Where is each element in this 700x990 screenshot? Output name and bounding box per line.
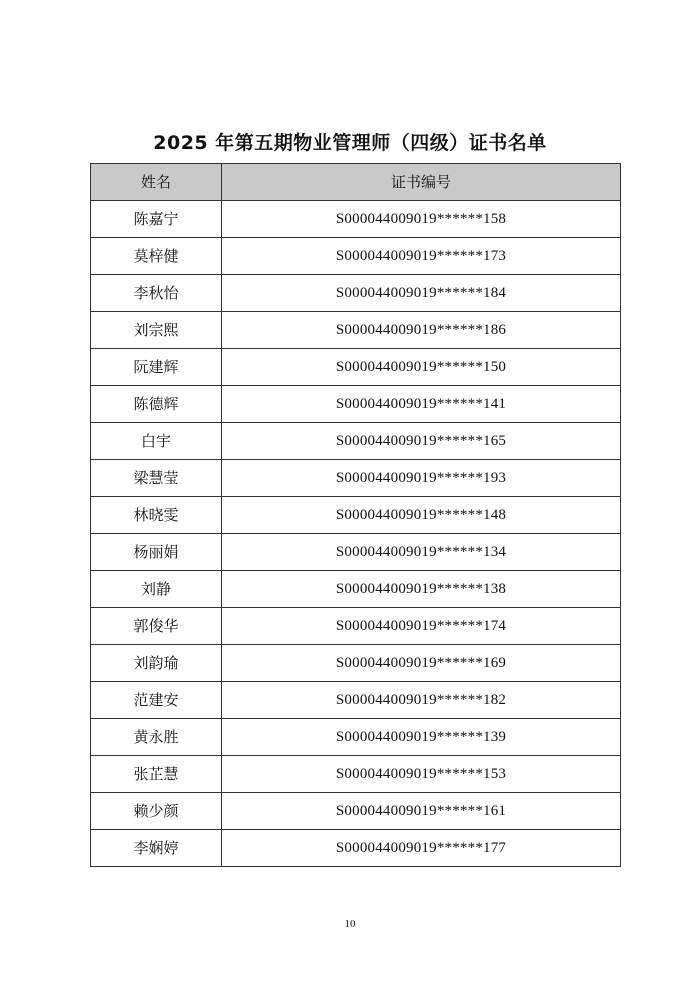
certificate-number-cell: S000044009019******173 <box>222 238 621 275</box>
column-header-name: 姓名 <box>91 164 222 201</box>
table-body <box>91 201 621 867</box>
table-row <box>91 756 621 793</box>
name-cell: 李秋怡 <box>91 275 222 312</box>
name-cell: 梁慧莹 <box>91 460 222 497</box>
name-cell: 范建安 <box>91 682 222 719</box>
table-row <box>91 793 621 830</box>
certificate-table <box>90 163 621 867</box>
table-row <box>91 534 621 571</box>
certificate-number-cell: S000044009019******161 <box>222 793 621 830</box>
certificate-number-cell: S000044009019******134 <box>222 534 621 571</box>
name-cell: 郭俊华 <box>91 608 222 645</box>
certificate-number-cell: S000044009019******153 <box>222 756 621 793</box>
name-cell: 白宇 <box>91 423 222 460</box>
name-cell: 张芷慧 <box>91 756 222 793</box>
name-cell: 赖少颜 <box>91 793 222 830</box>
certificate-number-cell: S000044009019******184 <box>222 275 621 312</box>
name-cell: 李娴婷 <box>91 830 222 867</box>
certificate-number-cell: S000044009019******186 <box>222 312 621 349</box>
table-row <box>91 312 621 349</box>
certificate-number-cell: S000044009019******177 <box>222 830 621 867</box>
page-title: 2025 年第五期物业管理师（四级）证书名单 <box>153 132 547 154</box>
table-row <box>91 386 621 423</box>
certificate-number-cell: S000044009019******169 <box>222 645 621 682</box>
certificate-number-cell: S000044009019******139 <box>222 719 621 756</box>
name-cell: 陈德辉 <box>91 386 222 423</box>
table-row <box>91 645 621 682</box>
certificate-number-cell: S000044009019******141 <box>222 386 621 423</box>
name-cell: 陈嘉宁 <box>91 201 222 238</box>
certificate-number-cell: S000044009019******193 <box>222 460 621 497</box>
name-cell: 林晓雯 <box>91 497 222 534</box>
table-row <box>91 682 621 719</box>
name-cell: 刘静 <box>91 571 222 608</box>
table-row <box>91 275 621 312</box>
table-row <box>91 423 621 460</box>
name-cell: 黄永胜 <box>91 719 222 756</box>
table-header-row <box>91 164 621 201</box>
name-cell: 阮建辉 <box>91 349 222 386</box>
certificate-number-cell: S000044009019******150 <box>222 349 621 386</box>
name-cell: 刘宗熙 <box>91 312 222 349</box>
table-row <box>91 830 621 867</box>
certificate-number-cell: S000044009019******174 <box>222 608 621 645</box>
table-row <box>91 608 621 645</box>
name-cell: 刘韵瑜 <box>91 645 222 682</box>
table-row <box>91 571 621 608</box>
page-number: 10 <box>344 918 356 930</box>
certificate-number-cell: S000044009019******138 <box>222 571 621 608</box>
certificate-number-cell: S000044009019******148 <box>222 497 621 534</box>
table-row <box>91 460 621 497</box>
column-header-certificate: 证书编号 <box>222 164 621 201</box>
certificate-number-cell: S000044009019******158 <box>222 201 621 238</box>
table-row <box>91 497 621 534</box>
table-row <box>91 201 621 238</box>
table-row <box>91 238 621 275</box>
certificate-number-cell: S000044009019******165 <box>222 423 621 460</box>
certificate-number-cell: S000044009019******182 <box>222 682 621 719</box>
name-cell: 杨丽娟 <box>91 534 222 571</box>
table-row <box>91 349 621 386</box>
name-cell: 莫梓健 <box>91 238 222 275</box>
table-row <box>91 719 621 756</box>
